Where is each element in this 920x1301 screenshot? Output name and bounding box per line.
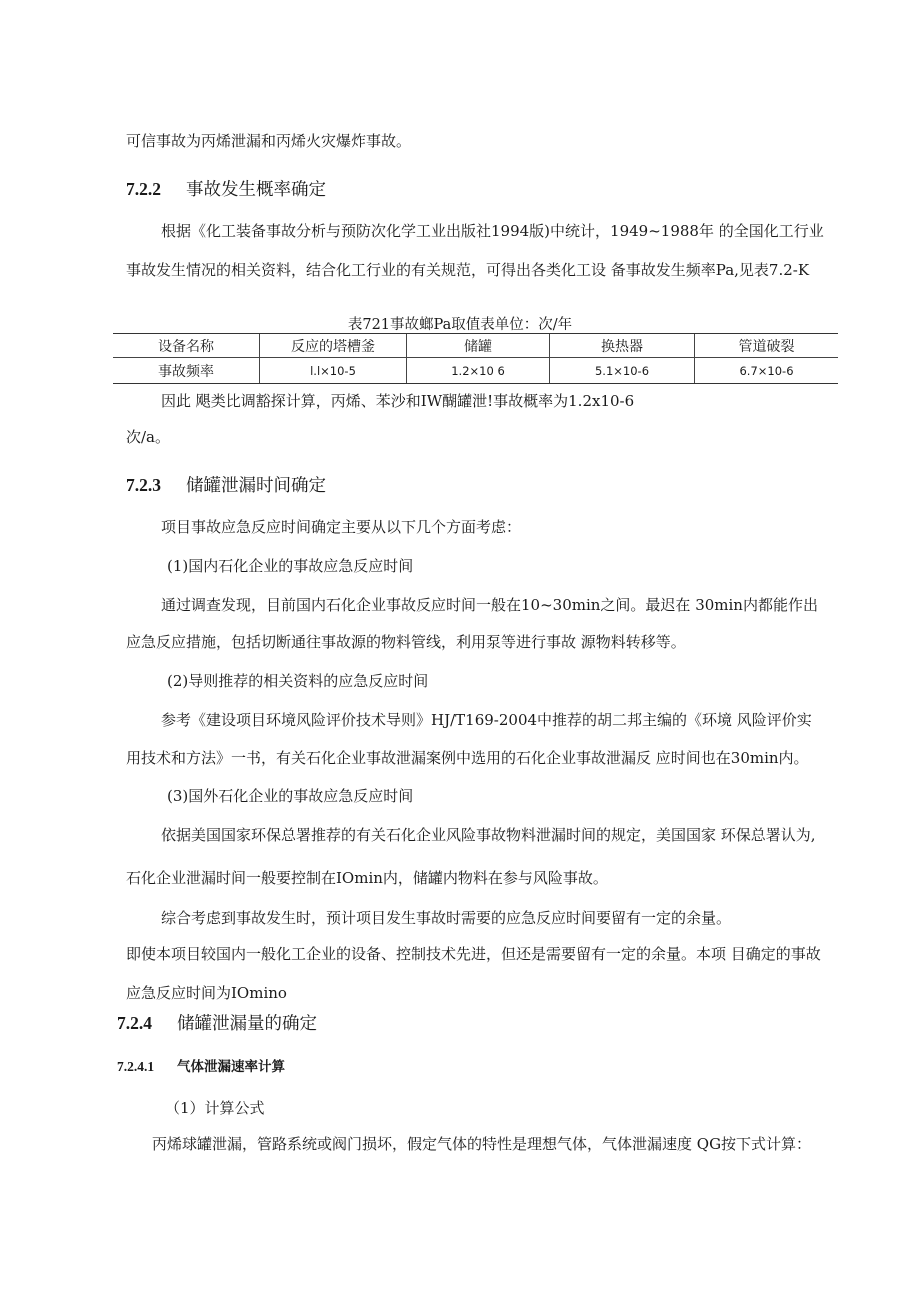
heading-text: 储罐泄漏量的确定 bbox=[177, 1014, 317, 1034]
para-probability-source-line1: 根据《化工装备事故分析与预防次化学工业出版社1994版)中统计，1949~1988年 的全国化工行业 bbox=[161, 222, 824, 240]
para-domestic-line1: 通过调查发现，目前国内石化企业事故反应时间一般在10~30min之间。最迟在 30min内都能作出 bbox=[161, 596, 818, 614]
heading-number: 7.2.3 bbox=[126, 475, 161, 495]
list-item-formula: （1）计算公式 bbox=[165, 1099, 265, 1117]
para-guideline-line2: 用技术和方法》一书，有关石化企业事故泄漏案例中选用的石化企业事故泄漏反 应时间也在30min内。 bbox=[126, 749, 809, 767]
table-header-cell: 设备名称 bbox=[113, 334, 260, 358]
para-probability-source-line2: 事故发生情况的相关资料，结合化工行业的有关规范，可得出各类化工设 备事故发生频率Pa,见表7.2-K bbox=[126, 261, 810, 279]
para-foreign-line2: 石化企业泄漏时间一般要控制在IOmin内，储罐内物料在参与风险事故。 bbox=[126, 869, 608, 887]
heading-text: 事故发生概率确定 bbox=[186, 180, 326, 200]
para-domestic-line2: 应急反应措施，包括切断通往事故源的物料管线，利用泵等进行事故 源物料转移等。 bbox=[126, 633, 686, 651]
heading-text: 气体泄漏速率计算 bbox=[177, 1059, 285, 1075]
table-cell: 5.1×10-6 bbox=[550, 358, 695, 384]
list-item-foreign: (3)国外石化企业的事故应急反应时间 bbox=[167, 787, 414, 805]
para-credible-accidents: 可信事故为丙烯泄漏和丙烯火灾爆炸事故。 bbox=[126, 132, 412, 150]
table-header-cell: 反应的塔槽釜 bbox=[260, 334, 407, 358]
table-cell: l.l×10-5 bbox=[260, 358, 407, 384]
para-analogy-line1: 因此 飓类比调豁探计算，丙烯、苯沙和IW醐罐泄!事故概率为1.2x10-6 bbox=[161, 392, 635, 410]
accident-frequency-table bbox=[113, 333, 838, 384]
heading-text: 储罐泄漏时间确定 bbox=[186, 476, 326, 496]
heading-number: 7.2.4 bbox=[117, 1013, 152, 1033]
para-foreign-line1: 依据美国国家环保总署推荐的有关石化企业风险事故物料泄漏时间的规定，美国国家 环保总署认为, bbox=[161, 826, 816, 844]
para-summary: 综合考虑到事故发生时，预计项目发生事故时需要的应急反应时间要留有一定的余量。 bbox=[161, 909, 732, 927]
heading-number: 7.2.4.1 bbox=[117, 1059, 155, 1074]
table-header-row bbox=[113, 334, 838, 358]
para-guideline-line1: 参考《建设项目环境风险评价技术导则》HJ/T169-2004中推荐的胡二邦主编的《环境 风险评价实 bbox=[161, 711, 812, 729]
table-row-label: 事故频率 bbox=[113, 358, 260, 384]
para-analogy-line2: 次/a。 bbox=[126, 428, 170, 446]
para-conclusion-line1: 即使本项目较国内一般化工企业的设备、控制技术先进，但还是需要留有一定的余量。本项 目确定的事故 bbox=[126, 945, 821, 963]
table-row bbox=[113, 358, 838, 384]
heading-7-2-3 bbox=[126, 473, 326, 498]
table-header-cell: 管道破裂 bbox=[695, 334, 839, 358]
para-considerations: 项目事故应急反应时间确定主要从以下几个方面考虑： bbox=[161, 518, 522, 536]
list-item-domestic: (1)国内石化企业的事故应急反应时间 bbox=[167, 557, 414, 575]
heading-number: 7.2.2 bbox=[126, 179, 161, 199]
para-gas-leak: 丙烯球罐泄漏，管路系统或阀门损坏，假定气体的特性是理想气体，气体泄漏速度 QG按下式计算： bbox=[152, 1135, 812, 1153]
para-conclusion-line2: 应急反应时间为IOmino bbox=[126, 984, 287, 1002]
list-item-guideline: (2)导则推荐的相关资料的应急反应时间 bbox=[167, 672, 429, 690]
heading-7-2-4-1 bbox=[117, 1057, 285, 1077]
table-cell: 1.2×10 6 bbox=[407, 358, 550, 384]
table-header-cell: 储罐 bbox=[407, 334, 550, 358]
table-caption: 表721事故螂Pa取值表单位：次/年 bbox=[347, 317, 573, 333]
table-cell: 6.7×10-6 bbox=[695, 358, 839, 384]
heading-7-2-4 bbox=[117, 1011, 317, 1036]
table-header-cell: 换热器 bbox=[550, 334, 695, 358]
heading-7-2-2 bbox=[126, 177, 326, 202]
